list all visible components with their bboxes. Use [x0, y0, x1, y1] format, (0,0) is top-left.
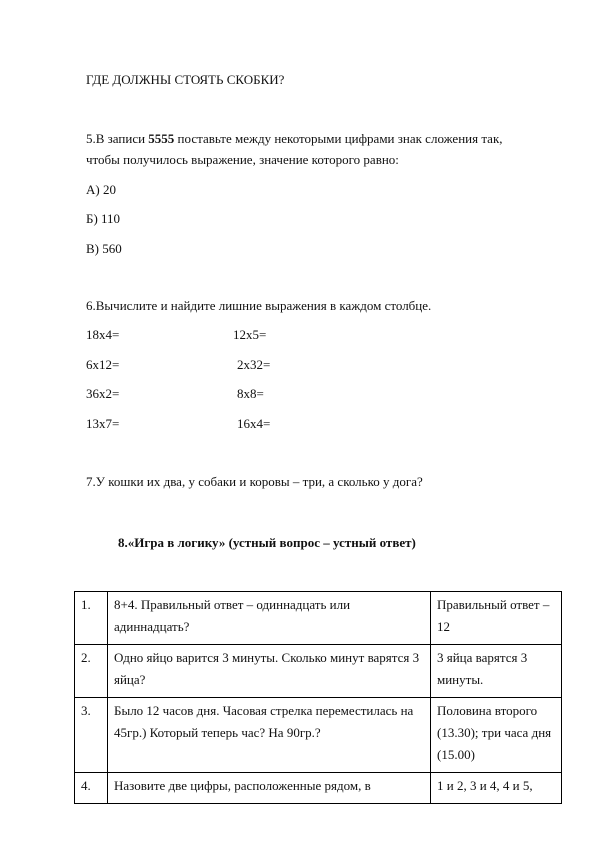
task6-col1-item: 36х2=: [86, 386, 120, 401]
row-number: 2.: [75, 645, 108, 698]
task6-col1-item: 13х7=: [86, 416, 120, 431]
task5-option-a: А) 20: [86, 182, 116, 197]
task5-prefix: 5.В записи: [86, 131, 149, 146]
row-answer: 3 яйца варятся 3 минуты.: [431, 645, 562, 698]
row-number: 1.: [75, 592, 108, 645]
task5-option-c: В) 560: [86, 241, 122, 256]
task6-col2-item: 16х4=: [237, 416, 271, 431]
task6-col2-item: 2х32=: [237, 357, 271, 372]
task5-option-b: Б) 110: [86, 211, 121, 226]
page-heading: ГДЕ ДОЛЖНЫ СТОЯТЬ СКОБКИ?: [86, 72, 285, 87]
task5-number: 5555: [148, 131, 175, 146]
task5-line1: [86, 131, 503, 147]
task6-col1-item: 6х12=: [86, 357, 120, 372]
row-number: 4.: [75, 773, 108, 804]
table-row: [75, 645, 562, 698]
logic-game-table: [74, 591, 562, 804]
table-row: [75, 773, 562, 804]
task5-suffix: поставьте между некоторыми цифрами знак сложения так,: [174, 131, 503, 146]
task8-title: 8.«Игра в логику» (устный вопрос – устный ответ): [118, 535, 416, 550]
row-answer: Половина второго (13.30); три часа дня (15.00): [431, 698, 562, 773]
row-question: Назовите две цифры, расположенные рядом, в: [108, 773, 431, 804]
row-question: 8+4. Правильный ответ – одиннадцать или адиннадцать?: [108, 592, 431, 645]
table-row: [75, 592, 562, 645]
task5-line2: чтобы получилось выражение, значение которого равно:: [86, 152, 399, 167]
row-number: 3.: [75, 698, 108, 773]
table-row: [75, 698, 562, 773]
row-answer: 1 и 2, 3 и 4, 4 и 5,: [431, 773, 562, 804]
row-question: Было 12 часов дня. Часовая стрелка переместилась на 45гр.) Который теперь час? На 90гр.?: [108, 698, 431, 773]
row-question: Одно яйцо варится 3 минуты. Сколько минут варятся 3 яйца?: [108, 645, 431, 698]
task6-col2-item: 8х8=: [237, 386, 264, 401]
task7-text: 7.У кошки их два, у собаки и коровы – три, а сколько у дога?: [86, 474, 423, 489]
row-answer: Правильный ответ – 12: [431, 592, 562, 645]
task6-title: 6.Вычислите и найдите лишние выражения в каждом столбце.: [86, 298, 432, 313]
task6-col1-item: 18х4=: [86, 327, 120, 342]
task6-col2-item: 12х5=: [233, 327, 267, 342]
